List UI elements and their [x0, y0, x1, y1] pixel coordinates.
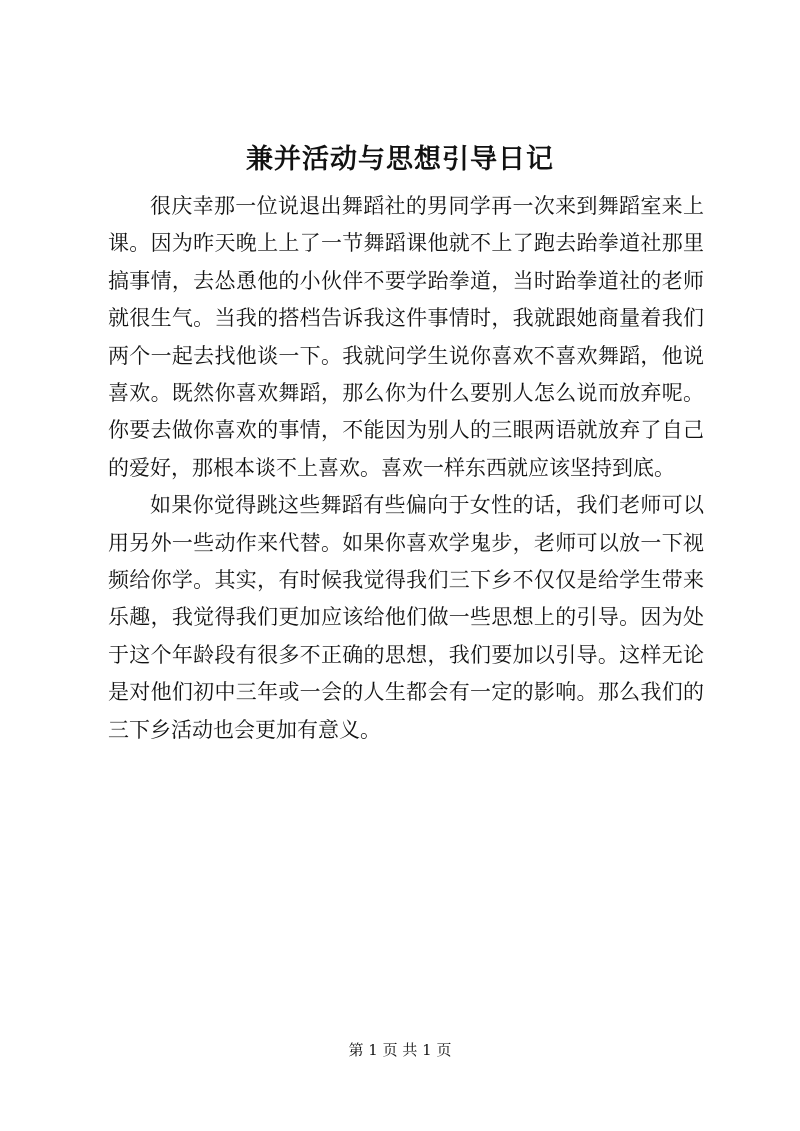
paragraph-1: 很庆幸那一位说退出舞蹈社的男同学再一次来到舞蹈室来上课。因为昨天晚上上了一节舞蹈课他就不上了跑去跆拳道社那里搞事情，去怂恿他的小伙伴不要学跆拳道，当时跆拳道社的老师就很生气。当我的搭档告诉我这件事情时，我就跟她商量着我们两个一起去找他谈一下。我就问学生说你喜欢不喜欢舞蹈，他说喜欢。既然你喜欢舞蹈，那么你为什么要别人怎么说而放弃呢。你要去做你喜欢的事情，不能因为别人的三眼两语就放弃了自己的爱好，那根本谈不上喜欢。喜欢一样东西就应该坚持到底。 — [108, 194, 704, 480]
document-body — [108, 188, 704, 749]
paragraph-2: 如果你觉得跳这些舞蹈有些偏向于女性的话，我们老师可以用另外一些动作来代替。如果你喜欢学鬼步，老师可以放一下视频给你学。其实，有时候我觉得我们三下乡不仅仅是给学生带来乐趣，我觉得我们更加应该给他们做一些思想上的引导。因为处于这个年龄段有很多不正确的思想，我们要加以引导。这样无论是对他们初中三年或一会的人生都会有一定的影响。那么我们的三下乡活动也会更加有意义。 — [108, 493, 704, 742]
page-footer: 第 1 页 共 1 页 — [348, 1041, 452, 1059]
document-title: 兼并活动与思想引导日记 — [246, 144, 554, 175]
